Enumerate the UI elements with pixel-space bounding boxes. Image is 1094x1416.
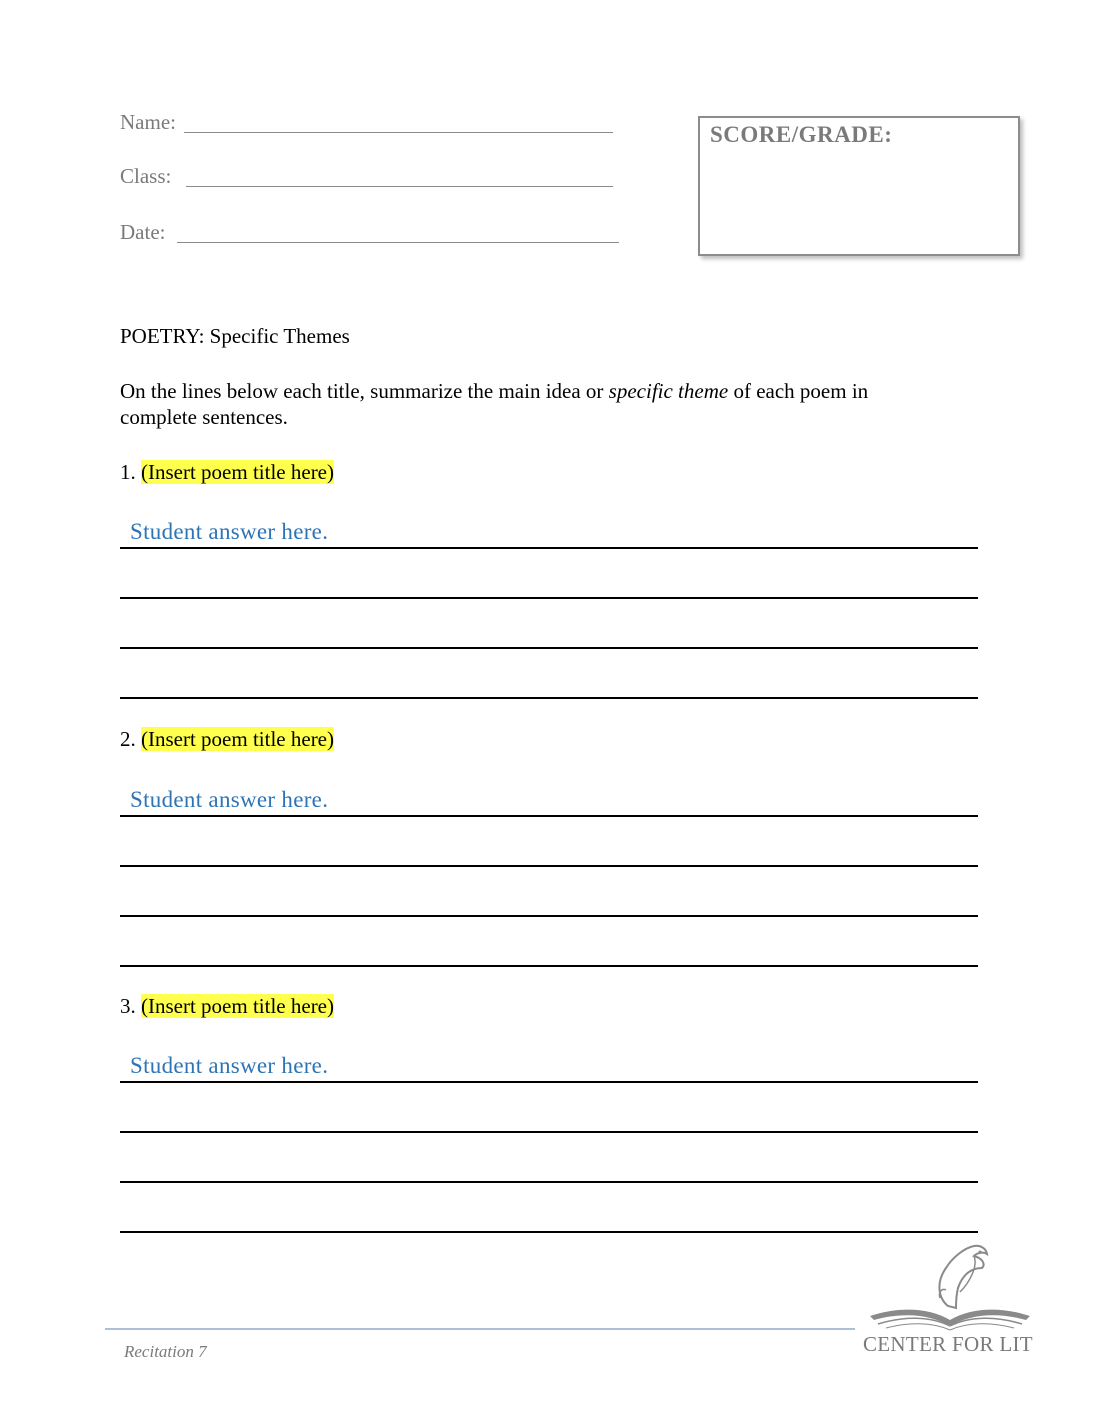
answer-line[interactable] — [120, 915, 978, 917]
answer-line[interactable] — [120, 1231, 978, 1233]
section-title: POETRY: Specific Themes — [120, 324, 350, 348]
answer-line[interactable] — [120, 815, 978, 817]
name-label: Name: — [120, 110, 176, 134]
instructions-text-after: of each poem in complete sentences. — [120, 379, 869, 429]
instructions — [120, 378, 940, 430]
name-field[interactable] — [184, 132, 613, 133]
answer-line[interactable] — [120, 1081, 978, 1083]
answer-text[interactable]: Student answer here. — [130, 1053, 329, 1078]
footer-page-label: Recitation 7 — [124, 1342, 207, 1361]
answer-line[interactable] — [120, 697, 978, 699]
answer-text[interactable]: Student answer here. — [130, 787, 329, 812]
class-label: Class: — [120, 164, 172, 188]
footer-divider — [105, 1328, 855, 1330]
question-number: 1. — [120, 460, 136, 484]
instructions-text-before: On the lines below each title, summarize the main idea or — [120, 379, 609, 403]
question-3 — [120, 994, 334, 1019]
answer-line[interactable] — [120, 547, 978, 549]
instructions-emphasis: specific theme — [608, 379, 729, 403]
date-field[interactable] — [177, 242, 619, 243]
answer-line[interactable] — [120, 597, 978, 599]
answer-line[interactable] — [120, 865, 978, 867]
class-field[interactable] — [186, 186, 613, 187]
answer-line[interactable] — [120, 965, 978, 967]
answer-line[interactable] — [120, 1181, 978, 1183]
question-1 — [120, 460, 334, 485]
logo-text: CENTER FOR LIT — [863, 1332, 1033, 1356]
answer-line[interactable] — [120, 647, 978, 649]
question-number: 2. — [120, 727, 136, 751]
poem-title-placeholder[interactable]: (Insert poem title here) — [141, 460, 334, 484]
question-number: 3. — [120, 994, 136, 1018]
answer-line[interactable] — [120, 1131, 978, 1133]
question-2 — [120, 727, 334, 752]
poem-title-placeholder[interactable]: (Insert poem title here) — [141, 994, 334, 1018]
answer-text[interactable]: Student answer here. — [130, 519, 329, 544]
date-label: Date: — [120, 220, 166, 244]
score-grade-label: SCORE/GRADE: — [710, 122, 893, 147]
poem-title-placeholder[interactable]: (Insert poem title here) — [141, 727, 334, 751]
score-grade-box[interactable] — [698, 116, 1020, 256]
